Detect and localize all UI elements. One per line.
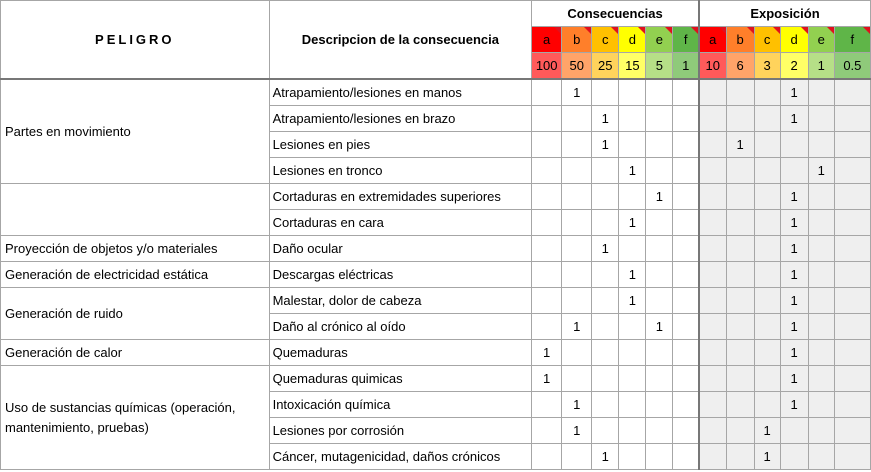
comment-marker-icon bbox=[638, 27, 645, 34]
consecuencia-cell bbox=[532, 106, 562, 132]
consecuencia-cell bbox=[592, 392, 619, 418]
consequence-description: Cortaduras en extremidades superiores bbox=[269, 184, 532, 210]
consequence-description: Intoxicación química bbox=[269, 392, 532, 418]
exposicion-cell: 1 bbox=[780, 366, 808, 392]
consecuencias-level-letter: f bbox=[683, 32, 688, 47]
table-row bbox=[1, 184, 871, 210]
consecuencias-level-f bbox=[673, 27, 699, 53]
exposicion-cell bbox=[699, 366, 726, 392]
exposicion-cell bbox=[699, 418, 726, 444]
table-row bbox=[1, 236, 871, 262]
hazard-cell: Generación de calor bbox=[1, 340, 270, 366]
consequence-description: Atrapamiento/lesiones en manos bbox=[269, 79, 532, 106]
consecuencia-cell bbox=[562, 184, 592, 210]
consecuencia-cell: 1 bbox=[619, 158, 646, 184]
exposicion-cell bbox=[780, 132, 808, 158]
exposicion-level-letter: d bbox=[790, 32, 798, 47]
consecuencia-cell bbox=[673, 262, 699, 288]
consecuencia-cell bbox=[673, 340, 699, 366]
consequence-description: Atrapamiento/lesiones en brazo bbox=[269, 106, 532, 132]
consecuencia-cell bbox=[673, 288, 699, 314]
peligro-header: PELIGRO bbox=[1, 1, 270, 80]
consecuencia-cell bbox=[673, 418, 699, 444]
consequence-description: Lesiones en tronco bbox=[269, 158, 532, 184]
consecuencia-cell bbox=[619, 184, 646, 210]
exposicion-cell bbox=[726, 262, 754, 288]
consecuencias-level-letter: e bbox=[655, 32, 663, 47]
exposicion-cell bbox=[726, 444, 754, 470]
consecuencia-cell bbox=[532, 314, 562, 340]
consecuencia-cell bbox=[532, 184, 562, 210]
exposicion-cell bbox=[726, 184, 754, 210]
exposicion-cell bbox=[699, 184, 726, 210]
exposicion-cell: 1 bbox=[754, 418, 780, 444]
exposicion-value-e: 1 bbox=[808, 53, 834, 80]
consecuencias-value-a: 100 bbox=[532, 53, 562, 80]
consecuencia-cell bbox=[592, 79, 619, 106]
exposicion-cell bbox=[808, 444, 834, 470]
exposicion-cell bbox=[726, 314, 754, 340]
exposicion-cell bbox=[808, 184, 834, 210]
exposicion-cell bbox=[808, 288, 834, 314]
consecuencia-cell bbox=[673, 106, 699, 132]
comment-marker-icon bbox=[801, 27, 808, 34]
consecuencia-cell bbox=[673, 158, 699, 184]
exposicion-cell: 1 bbox=[780, 262, 808, 288]
consecuencia-cell bbox=[562, 444, 592, 470]
consecuencia-cell bbox=[592, 262, 619, 288]
consecuencia-cell bbox=[532, 236, 562, 262]
consecuencias-level-c bbox=[592, 27, 619, 53]
consecuencias-level-b bbox=[562, 27, 592, 53]
consecuencia-cell bbox=[532, 418, 562, 444]
exposicion-cell bbox=[780, 418, 808, 444]
exposicion-cell bbox=[699, 106, 726, 132]
exposicion-cell bbox=[726, 392, 754, 418]
exposicion-cell bbox=[834, 210, 870, 236]
exposicion-cell bbox=[726, 210, 754, 236]
consecuencia-cell bbox=[646, 79, 673, 106]
exposicion-cell bbox=[834, 132, 870, 158]
hazard-cell: Proyección de objetos y/o materiales bbox=[1, 236, 270, 262]
exposicion-cell bbox=[808, 210, 834, 236]
exposicion-cell bbox=[754, 79, 780, 106]
consecuencia-cell bbox=[646, 444, 673, 470]
consecuencia-cell: 1 bbox=[562, 392, 592, 418]
exposicion-cell: 1 bbox=[780, 79, 808, 106]
consecuencia-cell bbox=[646, 132, 673, 158]
consecuencia-cell: 1 bbox=[532, 366, 562, 392]
table-row bbox=[1, 288, 871, 314]
consecuencia-cell bbox=[646, 210, 673, 236]
consecuencia-cell bbox=[646, 106, 673, 132]
consecuencia-cell bbox=[532, 262, 562, 288]
exposicion-cell bbox=[726, 366, 754, 392]
consecuencia-cell bbox=[592, 288, 619, 314]
exposicion-cell bbox=[726, 340, 754, 366]
consecuencia-cell bbox=[562, 132, 592, 158]
consecuencia-cell bbox=[673, 236, 699, 262]
exposicion-cell bbox=[808, 236, 834, 262]
consecuencia-cell: 1 bbox=[562, 418, 592, 444]
exposicion-cell: 1 bbox=[780, 314, 808, 340]
consecuencia-cell: 1 bbox=[619, 210, 646, 236]
consecuencia-cell bbox=[592, 418, 619, 444]
comment-marker-icon bbox=[773, 27, 780, 34]
exposicion-cell: 1 bbox=[808, 158, 834, 184]
consecuencia-cell bbox=[592, 184, 619, 210]
consecuencias-level-letter: d bbox=[628, 32, 636, 47]
exposicion-cell bbox=[754, 106, 780, 132]
consequence-description: Descargas eléctricas bbox=[269, 262, 532, 288]
consecuencias-header: Consecuencias bbox=[532, 1, 699, 27]
exposicion-cell bbox=[834, 340, 870, 366]
consequence-description: Cáncer, mutagenicidad, daños crónicos bbox=[269, 444, 532, 470]
consecuencia-cell bbox=[562, 236, 592, 262]
exposicion-cell bbox=[754, 288, 780, 314]
exposicion-value-c: 3 bbox=[754, 53, 780, 80]
exposicion-cell bbox=[808, 106, 834, 132]
consecuencia-cell: 1 bbox=[646, 314, 673, 340]
exposicion-cell bbox=[780, 444, 808, 470]
exposicion-cell bbox=[754, 366, 780, 392]
consecuencia-cell bbox=[646, 288, 673, 314]
consecuencia-cell bbox=[562, 262, 592, 288]
exposicion-cell bbox=[754, 262, 780, 288]
table-row bbox=[1, 262, 871, 288]
consecuencia-cell bbox=[673, 184, 699, 210]
exposicion-cell bbox=[699, 210, 726, 236]
exposicion-cell bbox=[834, 106, 870, 132]
consecuencia-cell: 1 bbox=[592, 236, 619, 262]
exposicion-cell bbox=[834, 392, 870, 418]
consecuencia-cell bbox=[646, 262, 673, 288]
consecuencia-cell bbox=[532, 288, 562, 314]
exposicion-cell bbox=[834, 79, 870, 106]
consecuencia-cell bbox=[619, 106, 646, 132]
consecuencia-cell bbox=[673, 314, 699, 340]
exposicion-cell bbox=[834, 314, 870, 340]
exposicion-cell bbox=[808, 418, 834, 444]
consecuencia-cell bbox=[532, 444, 562, 470]
exposicion-level-c bbox=[754, 27, 780, 53]
consecuencia-cell bbox=[619, 236, 646, 262]
exposicion-cell bbox=[808, 314, 834, 340]
consecuencia-cell bbox=[619, 79, 646, 106]
consecuencia-cell bbox=[562, 340, 592, 366]
consecuencia-cell bbox=[619, 314, 646, 340]
exposicion-cell bbox=[726, 106, 754, 132]
exposicion-cell bbox=[834, 288, 870, 314]
exposicion-cell bbox=[699, 444, 726, 470]
exposicion-value-d: 2 bbox=[780, 53, 808, 80]
exposicion-cell bbox=[699, 236, 726, 262]
consecuencia-cell bbox=[673, 366, 699, 392]
exposicion-cell bbox=[699, 314, 726, 340]
consecuencia-cell bbox=[646, 418, 673, 444]
comment-marker-icon bbox=[719, 27, 726, 34]
exposicion-cell bbox=[699, 340, 726, 366]
comment-marker-icon bbox=[747, 27, 754, 34]
exposicion-cell: 1 bbox=[780, 392, 808, 418]
consecuencias-level-letter: c bbox=[602, 32, 609, 47]
consecuencia-cell bbox=[532, 392, 562, 418]
consecuencia-cell bbox=[562, 106, 592, 132]
exposicion-cell bbox=[754, 210, 780, 236]
consecuencia-cell bbox=[532, 158, 562, 184]
exposicion-cell bbox=[808, 392, 834, 418]
consecuencias-level-a bbox=[532, 27, 562, 53]
consequence-description: Quemaduras quimicas bbox=[269, 366, 532, 392]
consecuencia-cell bbox=[673, 132, 699, 158]
exposicion-level-d bbox=[780, 27, 808, 53]
consecuencia-cell bbox=[562, 210, 592, 236]
exposicion-cell: 1 bbox=[754, 444, 780, 470]
exposicion-level-letter: e bbox=[817, 32, 825, 47]
exposicion-cell bbox=[808, 366, 834, 392]
exposicion-cell bbox=[726, 236, 754, 262]
consecuencia-cell bbox=[532, 79, 562, 106]
exposicion-level-letter: c bbox=[763, 32, 771, 47]
consecuencias-level-d bbox=[619, 27, 646, 53]
consequence-description: Daño ocular bbox=[269, 236, 532, 262]
exposicion-cell bbox=[834, 236, 870, 262]
consecuencia-cell bbox=[562, 158, 592, 184]
exposicion-cell: 1 bbox=[780, 236, 808, 262]
exposicion-cell bbox=[754, 132, 780, 158]
consecuencia-cell bbox=[619, 444, 646, 470]
exposicion-cell bbox=[726, 418, 754, 444]
comment-marker-icon bbox=[554, 27, 561, 34]
consecuencia-cell: 1 bbox=[592, 132, 619, 158]
consecuencia-cell bbox=[592, 158, 619, 184]
consecuencia-cell: 1 bbox=[592, 106, 619, 132]
consecuencias-value-b: 50 bbox=[562, 53, 592, 80]
exposicion-cell bbox=[808, 340, 834, 366]
exposicion-level-f bbox=[834, 27, 870, 53]
consecuencia-cell bbox=[592, 314, 619, 340]
exposicion-cell bbox=[834, 184, 870, 210]
descripcion-header: Descripcion de la consecuencia bbox=[269, 1, 532, 80]
exposicion-cell bbox=[834, 418, 870, 444]
exposicion-cell: 1 bbox=[780, 340, 808, 366]
consecuencias-level-letter: a bbox=[543, 32, 551, 47]
consequence-description: Cortaduras en cara bbox=[269, 210, 532, 236]
exposicion-cell: 1 bbox=[780, 288, 808, 314]
consequence-description: Daño al crónico al oído bbox=[269, 314, 532, 340]
consecuencia-cell bbox=[592, 340, 619, 366]
comment-marker-icon bbox=[863, 27, 870, 34]
consecuencia-cell bbox=[562, 288, 592, 314]
consequence-description: Malestar, dolor de cabeza bbox=[269, 288, 532, 314]
exposicion-cell bbox=[808, 132, 834, 158]
exposicion-cell bbox=[699, 79, 726, 106]
consecuencias-value-d: 15 bbox=[619, 53, 646, 80]
comment-marker-icon bbox=[611, 27, 618, 34]
consecuencia-cell: 1 bbox=[562, 314, 592, 340]
consecuencia-cell: 1 bbox=[592, 444, 619, 470]
consecuencias-value-c: 25 bbox=[592, 53, 619, 80]
exposicion-cell bbox=[699, 132, 726, 158]
consecuencia-cell bbox=[619, 340, 646, 366]
exposicion-header: Exposición bbox=[699, 1, 871, 27]
consecuencias-level-letter: b bbox=[573, 32, 581, 47]
exposicion-cell bbox=[834, 366, 870, 392]
exposicion-cell bbox=[808, 79, 834, 106]
consecuencia-cell bbox=[673, 210, 699, 236]
consecuencias-level-e bbox=[646, 27, 673, 53]
exposicion-cell bbox=[699, 288, 726, 314]
consecuencias-value-f: 1 bbox=[673, 53, 699, 80]
table-row bbox=[1, 340, 871, 366]
exposicion-cell: 1 bbox=[726, 132, 754, 158]
exposicion-cell bbox=[808, 262, 834, 288]
consecuencia-cell: 1 bbox=[619, 262, 646, 288]
exposicion-level-letter: b bbox=[736, 32, 744, 47]
consecuencia-cell bbox=[646, 340, 673, 366]
consecuencia-cell bbox=[532, 132, 562, 158]
exposicion-cell bbox=[754, 340, 780, 366]
exposicion-cell bbox=[834, 262, 870, 288]
exposicion-cell bbox=[699, 158, 726, 184]
exposicion-cell bbox=[780, 158, 808, 184]
exposicion-value-a: 10 bbox=[699, 53, 726, 80]
consecuencia-cell bbox=[673, 392, 699, 418]
consecuencia-cell bbox=[646, 392, 673, 418]
comment-marker-icon bbox=[827, 27, 834, 34]
exposicion-cell bbox=[726, 288, 754, 314]
comment-marker-icon bbox=[691, 27, 698, 34]
exposicion-cell: 1 bbox=[780, 210, 808, 236]
exposicion-cell bbox=[834, 444, 870, 470]
consecuencia-cell: 1 bbox=[646, 184, 673, 210]
exposicion-level-b bbox=[726, 27, 754, 53]
exposicion-cell bbox=[754, 236, 780, 262]
consequence-description: Lesiones en pies bbox=[269, 132, 532, 158]
exposicion-level-e bbox=[808, 27, 834, 53]
exposicion-cell bbox=[754, 314, 780, 340]
exposicion-cell bbox=[754, 158, 780, 184]
consecuencia-cell bbox=[592, 210, 619, 236]
consecuencia-cell bbox=[646, 236, 673, 262]
consecuencia-cell bbox=[592, 366, 619, 392]
exposicion-cell bbox=[754, 184, 780, 210]
consequence-description: Lesiones por corrosión bbox=[269, 418, 532, 444]
hazard-cell: Uso de sustancias químicas (operación, mantenimiento, pruebas) bbox=[1, 366, 270, 470]
exposicion-cell: 1 bbox=[780, 184, 808, 210]
consecuencia-cell: 1 bbox=[619, 288, 646, 314]
consecuencia-cell bbox=[562, 366, 592, 392]
consecuencia-cell bbox=[532, 210, 562, 236]
comment-marker-icon bbox=[584, 27, 591, 34]
exposicion-cell bbox=[726, 79, 754, 106]
consecuencia-cell bbox=[619, 366, 646, 392]
consecuencia-cell: 1 bbox=[562, 79, 592, 106]
exposicion-cell: 1 bbox=[780, 106, 808, 132]
consecuencia-cell bbox=[619, 392, 646, 418]
comment-marker-icon bbox=[665, 27, 672, 34]
hazard-cell: Generación de electricidad estática bbox=[1, 262, 270, 288]
hazard-cell: Partes en movimiento bbox=[1, 79, 270, 184]
exposicion-level-a bbox=[699, 27, 726, 53]
consecuencias-value-e: 5 bbox=[646, 53, 673, 80]
table-row bbox=[1, 366, 871, 392]
consecuencia-cell bbox=[619, 418, 646, 444]
exposicion-cell bbox=[726, 158, 754, 184]
exposicion-cell bbox=[699, 392, 726, 418]
exposicion-level-letter: a bbox=[709, 32, 717, 47]
exposicion-value-f: 0.5 bbox=[834, 53, 870, 80]
exposicion-value-b: 6 bbox=[726, 53, 754, 80]
consecuencia-cell: 1 bbox=[532, 340, 562, 366]
exposicion-cell bbox=[754, 392, 780, 418]
consecuencia-cell bbox=[619, 132, 646, 158]
consequence-description: Quemaduras bbox=[269, 340, 532, 366]
exposicion-level-letter: f bbox=[850, 32, 855, 47]
hazard-cell bbox=[1, 184, 270, 236]
consecuencia-cell bbox=[646, 366, 673, 392]
consecuencia-cell bbox=[673, 79, 699, 106]
exposicion-cell bbox=[699, 262, 726, 288]
consecuencia-cell bbox=[673, 444, 699, 470]
exposicion-cell bbox=[834, 158, 870, 184]
consecuencia-cell bbox=[646, 158, 673, 184]
hazard-cell: Generación de ruido bbox=[1, 288, 270, 340]
table-row bbox=[1, 79, 871, 106]
